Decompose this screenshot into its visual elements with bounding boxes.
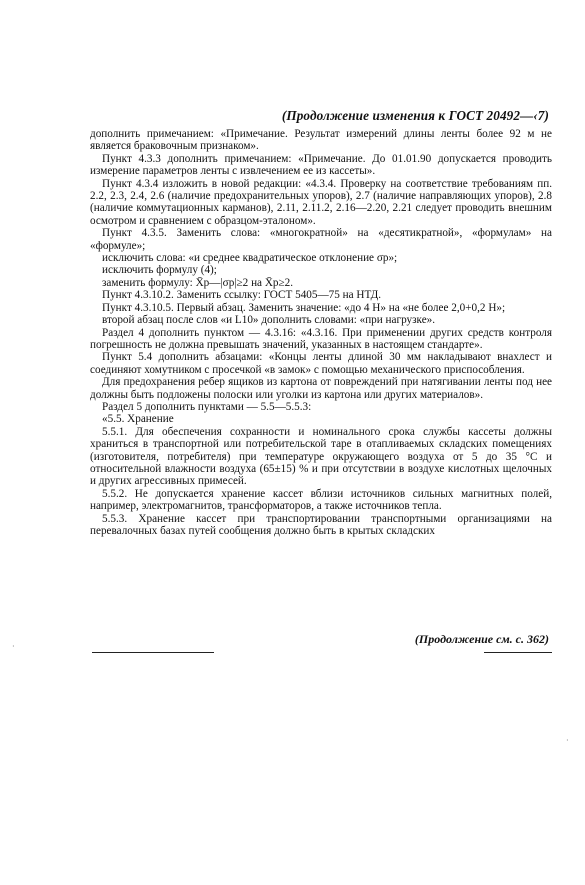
- paragraph: Пункт 4.3.3 дополнить примечанием: «Примечание. До 01.01.90 допускается проводить измерение параметров ленты с извлечением ее из кассеты».: [90, 152, 552, 178]
- paragraph: Раздел 4 дополнить пунктом — 4.3.16: «4.3.16. При применении других средств контроля погрешность не должна превышать значений, указанных в настоящем стандарте».: [90, 326, 552, 351]
- paragraph: Пункт 5.4 дополнить абзацами: «Концы ленты длиной 30 мм накладывают внахлест и соединяют хомутником с просечкой «в замок» с помощью механического приспособления.: [90, 351, 552, 376]
- page-header: (Продолжение изменения к ГОСТ 20492—‹7): [281, 108, 549, 123]
- paragraph: дополнить примечанием: «Примечание. Результат измерений длины ленты более 92 м не является браковочным признаком».: [90, 128, 552, 153]
- paragraph: Пункт 4.3.4 изложить в новой редакции: «4.3.4. Проверку на соответствие требованиям пп. 2.2, 2.3, 2.4, 2.6 (наличие предохранительных упоров), 2.7 (наличие направляющих упоров), 2.8 (наличие коммутационных карманов), 2.11, 2.11.2, 2.16—2.20, 2.21 следует проводить внешним осмотром и сравнением с образцом-эталоном».: [90, 177, 552, 227]
- paragraph: Для предохранения ребер ящиков из картона от повреждений при натягивании ленты под нее должны быть подложены полоски или уголки из картона или других материалов».: [90, 376, 552, 401]
- document-body: [90, 128, 552, 537]
- footer-rule-left: [92, 652, 214, 653]
- paragraph: исключить формулу (4);: [102, 264, 217, 277]
- scan-speck: ·: [12, 642, 15, 651]
- paragraph: Раздел 5 дополнить пунктами — 5.5—5.5.3:: [102, 400, 312, 413]
- paragraph: 5.5.3. Хранение кассет при транспортировании транспортными организациями на перевалочных базах путей сообщения должно быть в крытых складских: [90, 512, 552, 537]
- paragraph: заменить формулу: X̄р—|σр|≥2 на X̄р≥2.: [102, 276, 294, 289]
- paragraph: второй абзац после слов «и L10» дополнить словами: «при нагрузке».: [102, 314, 436, 327]
- paragraph: 5.5.1. Для обеспечения сохранности и номинального срока службы кассеты должны храниться в транспортной или потребительской таре в отапливаемых складских помещениях (изготовителя, потребителя) при температуре окружающего воздуха от 5 до 35 °С и относительной влажности воздуха (65±15) % и при отсутствии в воздухе кислотных щелочных и других агрессивных примесей.: [90, 425, 552, 488]
- paragraph: Пункт 4.3.5. Заменить слова: «многократной» на «десятикратной», «формулам» на «формуле»;: [90, 227, 552, 252]
- paragraph: исключить слова: «и среднее квадратическое отклонение σр»;: [102, 252, 398, 265]
- paragraph: Пункт 4.3.10.2. Заменить ссылку: ГОСТ 5405—75 на НТД.: [102, 289, 382, 302]
- footer-rule-right: [484, 652, 552, 653]
- continuation-note: (Продолжение см. с. 362): [414, 632, 549, 646]
- paragraph: 5.5.2. Не допускается хранение кассет вблизи источников сильных магнитных полей, например, электромагнитов, трансформаторов, а также источников тепла.: [90, 487, 552, 513]
- paragraph: «5.5. Хранение: [102, 413, 174, 426]
- scan-speck: ·: [566, 736, 569, 745]
- paragraph: Пункт 4.3.10.5. Первый абзац. Заменить значение: «до 4 Н» на «не более 2,0+0,2 Н»;: [102, 301, 506, 314]
